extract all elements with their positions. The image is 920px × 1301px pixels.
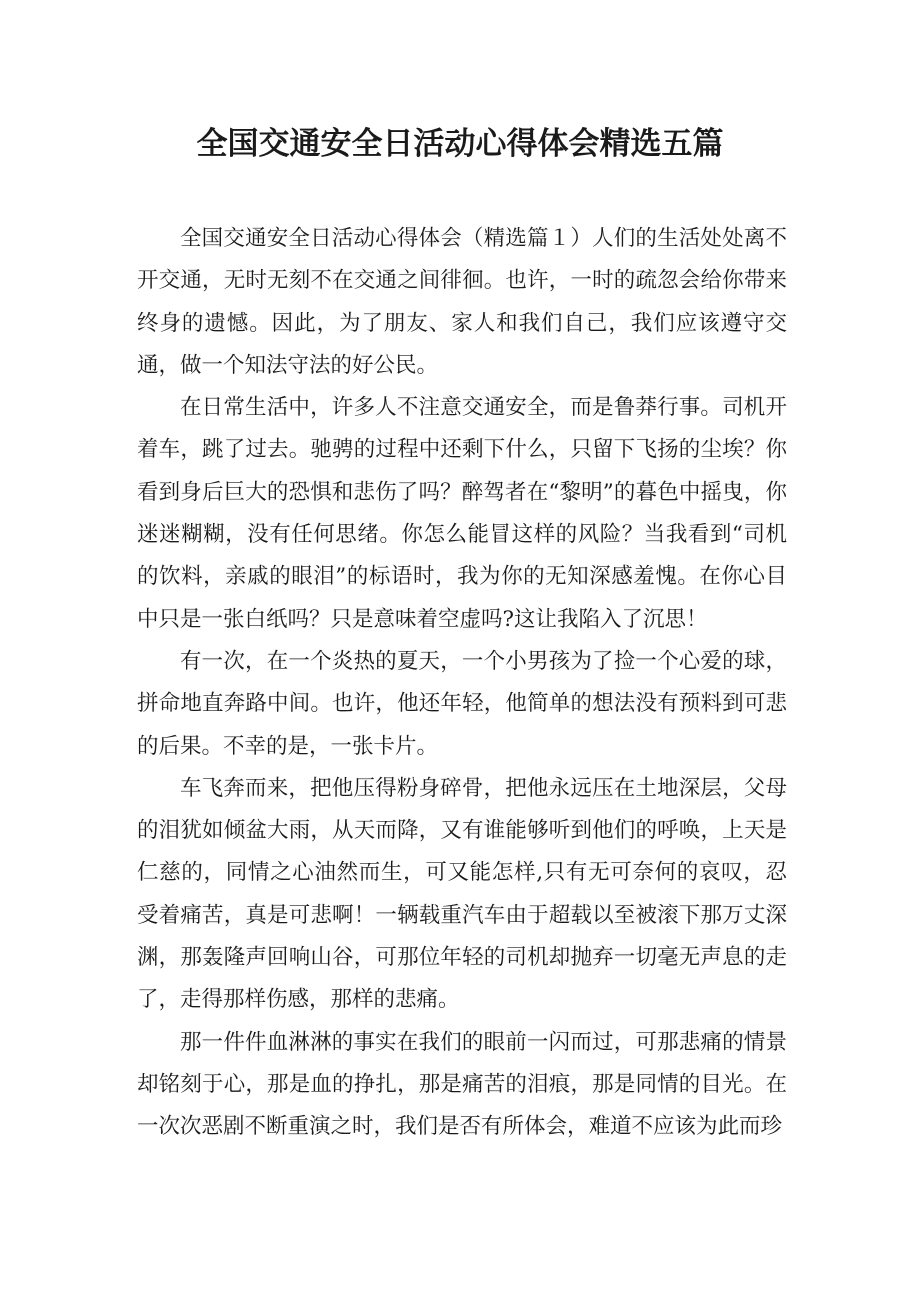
paragraph-2: 在日常生活中，许多人不注意交通安全，而是鲁莽行事。司机开着车，跳了过去。驰骋的过程中还剩下什么，只留下飞扬的尘埃？你看到身后巨大的恐惧和悲伤了吗？醉驾者在“黎明”的暮色中摇曳，你迷迷糊糊，没有任何思绪。你怎么能冒这样的风险？当我看到“司机的饮料，亲戚的眼泪”的标语时，我为你的无知深感羞愧。在你心目中只是一张白纸吗？只是意味着空虚吗?这让我陷入了沉思！ [137,395,787,632]
paragraph-1: 全国交通安全日活动心得体会（精选篇１）人们的生活处处离不开交通，无时无刻不在交通之间徘徊。也许，一时的疏忽会给你带来终身的遗憾。因此，为了朋友、家人和我们自己，我们应该遵守交通，做一个知法守法的好公民。 [137,226,787,378]
paragraph-5: 那一件件血淋淋的事实在我们的眼前一闪而过，可那悲痛的情景却铭刻于心，那是血的挣扎，那是痛苦的泪痕，那是同情的目光。在一次次恶剧不断重演之时，我们是否有所体会，难道不应该为此而珍 [137,1029,787,1140]
paragraph-3: 有一次，在一个炎热的夏天，一个小男孩为了捡一个心爱的球，拼命地直奔路中间。也许，他还年轻，他简单的想法没有预料到可悲的后果。不幸的是，一张卡片。 [137,648,787,759]
document-body [137,218,787,1149]
paragraph-4: 车飞奔而来，把他压得粉身碎骨，把他永远压在土地深层，父母的泪犹如倾盆大雨，从天而降，又有谁能够听到他们的呼唤，上天是仁慈的，同情之心油然而生，可又能怎样,只有无可奈何的哀叹，忍受着痛苦，真是可悲啊！一辆载重汽车由于超载以至被滚下那万丈深渊，那轰隆声回响山谷，可那位年轻的司机却抛弃一切毫无声息的走了，走得那样伤感，那样的悲痛。 [137,775,787,1013]
document-title: 全国交通安全日活动心得体会精选五篇 [196,126,724,162]
